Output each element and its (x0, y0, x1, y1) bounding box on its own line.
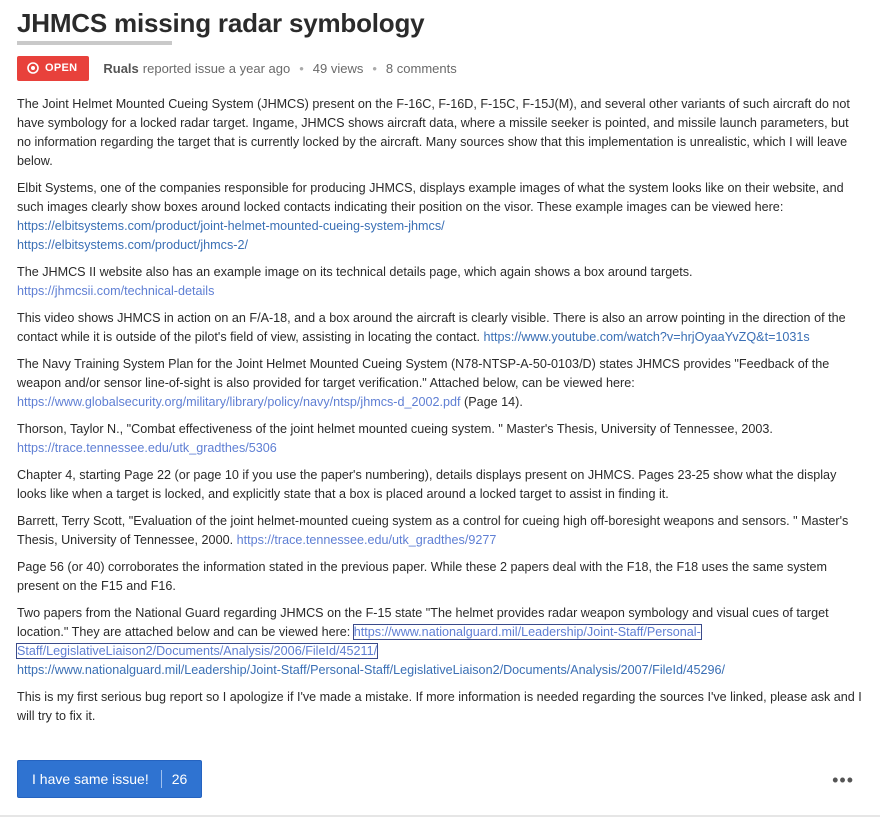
paragraph (17, 179, 862, 255)
paragraph: This is my first serious bug report so I apologize if I've made a mistake. If more information is needed regarding the sources I've linked, please ask and I will try to fix it. (17, 690, 862, 723)
youtube-link[interactable]: https://www.youtube.com/watch?v=hrjOyaaYvZQ&t=1031s (483, 330, 810, 344)
paragraph-text: Two papers from the National Guard regarding JHMCS on the F-15 state "The helmet provides radar weapon symbology and visual cues of target location." They are attached below and can be viewed here: (17, 606, 829, 639)
more-options-icon[interactable]: ••• (832, 770, 854, 790)
issue-meta (17, 55, 862, 81)
paragraph-text: Elbit Systems, one of the companies responsible for producing JHMCS, displays example images of what the system looks like on their website, and such images clearly show boxes around locked contacts indicating their position on the visor. These example images can be viewed here: (17, 181, 844, 214)
status-label: OPEN (45, 62, 78, 74)
views-count: 49 views (312, 60, 364, 76)
page-ref: (Page 14). (464, 395, 523, 409)
paragraph: Chapter 4, starting Page 22 (or page 10 if you use the paper's numbering), details displays present on JHMCS. Pages 23-25 show what the display looks like when a target is locked, and explicitly state that a box is placed around a locked target to assist in finding it. (17, 468, 837, 501)
bug-icon (27, 62, 39, 74)
button-divider (161, 770, 162, 788)
issue-title: JHMCS missing radar symbology (17, 8, 425, 38)
paragraph (17, 263, 862, 301)
elbit-jhmcs2-link[interactable]: https://elbitsystems.com/product/jhmcs-2/ (17, 238, 248, 252)
author-link[interactable]: Ruals (103, 60, 139, 76)
jhmcsii-link[interactable]: https://jhmcsii.com/technical-details (17, 284, 215, 298)
nationalguard-2007-link[interactable]: https://www.nationalguard.mil/Leadership/Joint-Staff/Personal-Staff/LegislativeLiaison2/Documents/Analysis/2007/FileId/45296/ (17, 663, 725, 677)
elbit-jhmcs-link[interactable]: https://elbitsystems.com/product/joint-helmet-mounted-cueing-system-jhmcs/ (17, 219, 445, 233)
paragraph (17, 309, 862, 347)
paragraph-text: Barrett, Terry Scott, "Evaluation of the joint helmet-mounted cueing system as a control for cueing high off-boresight weapons and sensors. " Master's Thesis, University of Tennessee, 2000. (17, 514, 849, 547)
same-issue-label: I have same issue! (32, 771, 149, 787)
thesis-link-5306[interactable]: https://trace.tennessee.edu/utk_gradthes/5306 (17, 441, 277, 455)
status-badge (17, 56, 89, 81)
paragraph (17, 355, 862, 412)
paragraph (17, 604, 862, 680)
paragraph-text: This video shows JHMCS in action on an F/A-18, and a box around the aircraft is clearly visible. There is also an arrow pointing in the direction of the contact while it is outside of the pilot's field of view, assisting in locating the contact. (17, 311, 846, 344)
separator-dot: • (372, 60, 377, 76)
comments-count[interactable]: 8 comments (385, 60, 457, 76)
paragraph: Page 56 (or 40) corroborates the information stated in the previous paper. While these 2 papers deal with the F18, the F18 uses the same system present on the F15 and F16. (17, 560, 827, 593)
issue-body (17, 95, 862, 726)
same-issue-count: 26 (171, 771, 188, 787)
paragraph-text: The JHMCS II website also has an example image on its technical details page, which again shows a box around targets. (17, 265, 693, 279)
paragraph-text: The Navy Training System Plan for the Joint Helmet Mounted Cueing System (N78-NTSP-A-50-0103/D) states JHMCS provides "Feedback of the weapon and/or sensor line-of-sight is also provided for target verification." Attached below, can be viewed here: (17, 357, 830, 390)
paragraph (17, 512, 862, 550)
paragraph: The Joint Helmet Mounted Cueing System (JHMCS) present on the F-16C, F-16D, F-15C, F-15J(M), and several other variants of such aircraft do not have symbology for a locked radar target. Ingame, JHMCS shows aircraft data, where a missile seeker is pointed, and missile launch parameters, but no information regarding the target that is currently locked by the aircraft. Many sources show that this implementation is unrealistic, which I will leave below. (17, 97, 850, 168)
title-underline (17, 41, 172, 45)
same-issue-button[interactable] (17, 760, 202, 798)
paragraph-text: Thorson, Taylor N., "Combat effectiveness of the joint helmet mounted cueing system. " Master's Thesis, University of Tennessee, 2003. (17, 422, 773, 436)
separator-dot: • (299, 60, 304, 76)
issue-container (17, 6, 862, 734)
paragraph (17, 420, 862, 458)
divider (0, 815, 880, 817)
thesis-link-9277[interactable]: https://trace.tennessee.edu/utk_gradthes/9277 (236, 533, 497, 547)
reported-time: reported issue a year ago (142, 60, 291, 76)
globalsecurity-link[interactable]: https://www.globalsecurity.org/military/library/policy/navy/ntsp/jhmcs-d_2002.pdf (17, 395, 461, 409)
issue-actions (17, 760, 202, 798)
nationalguard-2006-link[interactable]: https://www.nationalguard.mil/Leadership/Joint-Staff/Personal-Staff/LegislativeLiaison2/Documents/Analysis/2006/FileId/45211/ (17, 625, 701, 658)
